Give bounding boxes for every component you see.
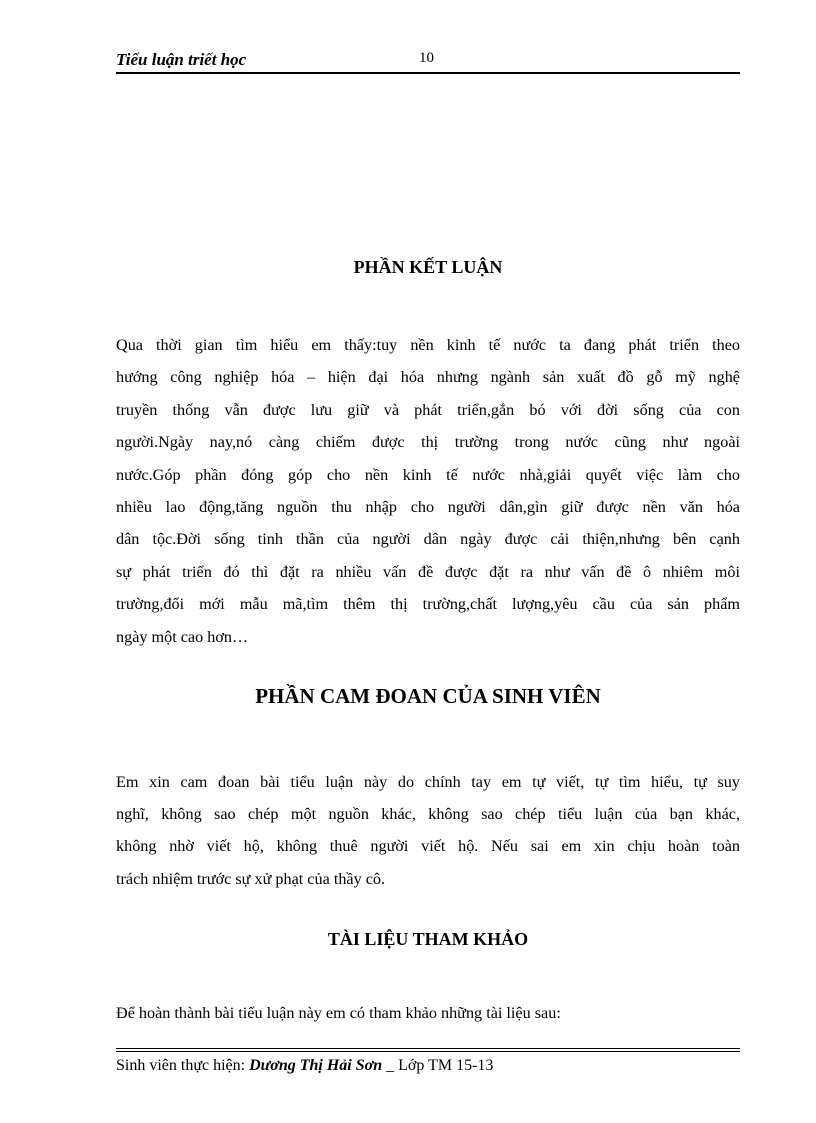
paragraph-line: nhiều lao động,tăng nguồn thu nhập cho người dân,gìn giữ được nền văn hóa [116, 497, 740, 516]
heading-cam-doan: PHẦN CAM ĐOAN CỦA SINH VIÊN [255, 684, 601, 708]
footer-label: Sinh viên thực hiện: [116, 1057, 250, 1074]
paragraph-line: trường,đổi mới mẫu mã,tìm thêm thị trường,chất lượng,yêu cầu của sản phẩm [116, 595, 740, 614]
page-header [116, 48, 740, 74]
paragraph-line: người.Ngày nay,nó càng chiếm được thị trường trong nước cũng như ngoài [116, 433, 740, 452]
paragraph-line: sự phát triển đó thì đặt ra nhiều vấn đề được đặt ra như vấn đề ô nhiêm môi [116, 562, 740, 581]
paragraph-line: không nhờ viết hộ, không thuê người viết hộ. Nếu sai em xin chịu hoàn toàn [116, 837, 740, 856]
page-footer [116, 1054, 740, 1078]
page-number: 10 [419, 50, 434, 66]
header-title: Tiểu luận triết học [116, 50, 247, 69]
heading-tai-lieu: TÀI LIỆU THAM KHẢO [327, 929, 529, 949]
paragraph-line: Qua thời gian tìm hiểu em thấy:tuy nền kinh tế nước ta đang phát triển theo [116, 336, 740, 354]
paragraph-line: nghĩ, không sao chép một nguồn khác, không sao chép tiểu luận của bạn khác, [116, 805, 740, 824]
footer-divider-top [116, 1048, 740, 1049]
paragraph-line: hướng công nghiệp hóa – hiện đại hóa nhưng ngành sản xuất đồ gỗ mỹ nghệ [116, 368, 740, 387]
header-divider [116, 72, 740, 74]
paragraph-cam-doan [116, 766, 740, 895]
paragraph-line: Để hoàn thành bài tiểu luận này em có tham khảo những tài liệu sau: [116, 1004, 561, 1022]
paragraph-line: ngày một cao hơn… [116, 627, 249, 646]
heading-ket-luan: PHẦN KẾT LUẬN [353, 257, 503, 277]
paragraph-line: nước.Góp phần đóng góp cho nền kinh tế nước nhà,giải quyết việc làm cho [116, 465, 740, 484]
paragraph-ket-luan [116, 329, 740, 653]
footer-divider-bottom [116, 1051, 740, 1052]
paragraph-line: dân tộc.Đời sống tinh thần của người dân ngày được cải thiện,nhưng bên cạnh [116, 530, 740, 549]
paragraph-tai-lieu-intro [116, 1000, 740, 1026]
paragraph-line: Em xin cam đoan bài tiểu luận này do chính tay em tự viết, tự tìm hiểu, tự suy [116, 773, 740, 791]
paragraph-line: truyền thống vẫn được lưu giữ và phát triển,gắn bó với đời sống của con [116, 400, 740, 419]
paragraph-line: trách nhiệm trước sự xử phạt của thầy cô. [116, 869, 386, 888]
class-info: _ Lớp TM 15-13 [382, 1057, 494, 1074]
student-name: Dương Thị Hải Sơn [249, 1057, 383, 1074]
